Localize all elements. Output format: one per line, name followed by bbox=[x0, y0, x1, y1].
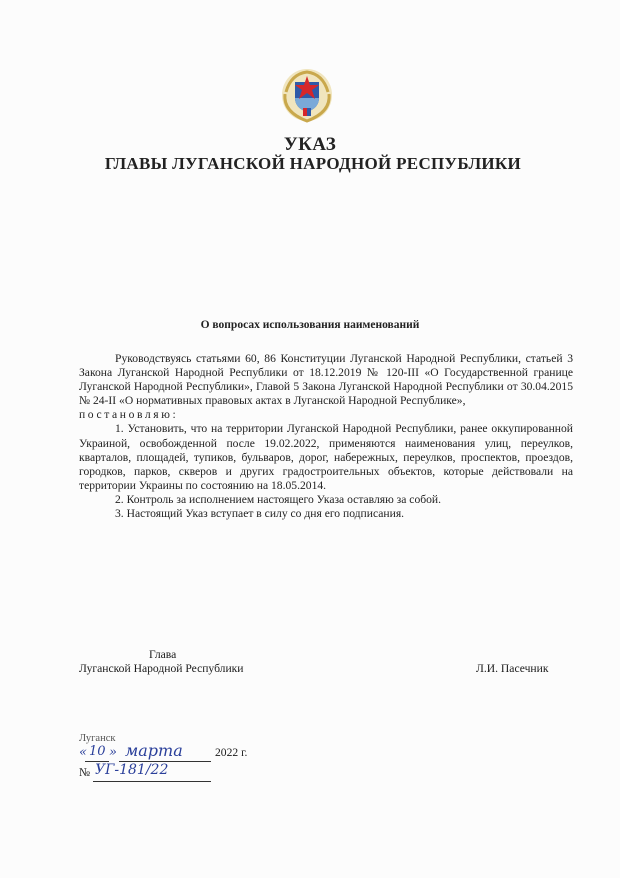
date-day: 10 bbox=[89, 744, 106, 759]
place-of-issue: Луганск bbox=[79, 733, 116, 744]
decree-subject: О вопросах использования наименований bbox=[200, 319, 420, 331]
date-month: марта bbox=[125, 741, 183, 760]
date-close-quote: » bbox=[109, 745, 117, 760]
clause-2: 2. Контроль за исполнением настоящего Указа оставляю за собой. bbox=[115, 492, 442, 506]
decree-word: постановляю: bbox=[79, 408, 179, 422]
date-year: 2022 г. bbox=[215, 746, 248, 759]
number-prefix: № bbox=[79, 766, 91, 779]
document-title: УКАЗ bbox=[283, 134, 337, 155]
number-value: УГ-181/22 bbox=[95, 762, 169, 778]
clause-1: 1. Установить, что на территории Луганской Народной Республики, ранее оккупированной Украиной, освобожденной после 19.02.2022, применяются наименования улиц, переулков, кварталов, площадей, тупиков, бульваров, дорог, набережных, переулков, проспектов, проездов, городков, парков, скверов и других градостроительных объектов, которые действовали на территории Украины по состоянию на 18.05.2014. bbox=[79, 422, 573, 492]
preamble-paragraph: Руководствуясь статьями 60, 86 Конституции Луганской Народной Республики, статьей 3 Закона Луганской Народной Республики от 18.12.2019 № 120-III «О Государственной границе Луганской Народной Республики», Главой 5 Закона Луганской Народной Республики от 30.04.2015 № 24-II «О нормативных правовых актах в Луганской Народной Республике», bbox=[79, 352, 573, 408]
document-subtitle: ГЛАВЫ ЛУГАНСКОЙ НАРОДНОЙ РЕСПУБЛИКИ bbox=[104, 154, 522, 173]
number-underline bbox=[93, 781, 211, 782]
signatory-org: Луганской Народной Республики bbox=[79, 662, 244, 676]
signatory-role: Глава bbox=[149, 648, 177, 661]
coat-of-arms-emblem bbox=[277, 64, 337, 124]
number-line bbox=[79, 762, 259, 786]
signatory-title bbox=[79, 648, 244, 677]
decree-body bbox=[79, 352, 573, 521]
signatory-name: Л.И. Пасечник bbox=[476, 662, 549, 675]
clause-3: 3. Настоящий Указ вступает в силу со дня его подписания. bbox=[115, 507, 405, 521]
date-open-quote: « bbox=[79, 745, 87, 760]
